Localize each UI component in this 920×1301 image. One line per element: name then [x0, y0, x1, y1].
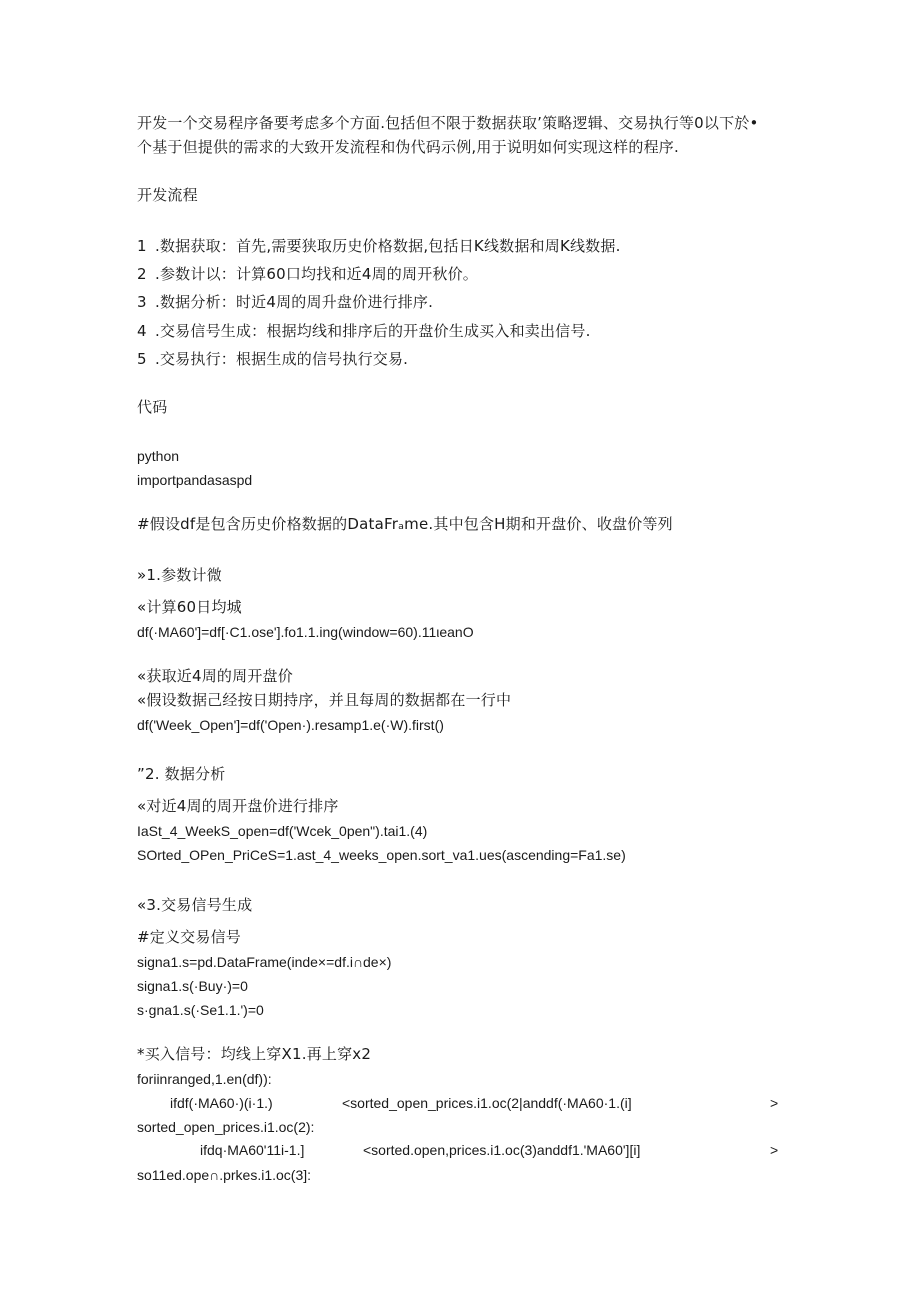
code-line: signa1.s(·Buy·)=0 — [137, 978, 248, 994]
step-5 — [137, 350, 408, 368]
code-line-part: > — [770, 1142, 779, 1158]
intro-line-1: 开发一个交易程序备要考虑多个方面.包括但不限于数据获取’策略逻辑、交易执行等0以下於• — [137, 114, 759, 132]
code-comment: «获取近4周的周开盘价 — [137, 667, 293, 685]
step-3 — [137, 293, 433, 311]
code-line-part: <sorted_open_prices.i1.oc(2|anddf(·MA60·1.(i] — [342, 1095, 632, 1111]
code-import: importpandasaspd — [137, 472, 253, 488]
code-lang: python — [137, 448, 180, 464]
code-line: s·gna1.s(·Se1.1.')=0 — [137, 1002, 264, 1018]
code-line-part: <sorted.open,prices.i1.oc(3)anddf1.'MA60'][i] — [363, 1142, 641, 1158]
step-text: .参数计以：计算60口均找和近4周的周开秋价。 — [155, 265, 479, 283]
step-text: .数据分析：时近4周的周升盘价进行排序. — [155, 293, 434, 311]
code-comment-assume: #假设df是包含历史价格数据的DataFrₐme.其中包含H期和开盘价、收盘价等列 — [137, 515, 673, 533]
code-comment: «对近4周的周开盘价进行排序 — [137, 797, 339, 815]
step-number: 3 — [137, 293, 147, 311]
code-comment: *买入信号：均线上穿X1.再上穿x2 — [137, 1045, 372, 1063]
step-1 — [137, 237, 621, 255]
heading-code: 代码 — [137, 398, 168, 416]
code-section-2: ”2. 数据分析 — [137, 765, 226, 783]
code-comment: #定义交易信号 — [137, 928, 241, 946]
step-number: 1 — [137, 237, 147, 255]
code-line-part: ifdq·MA60'11i-1.] — [200, 1142, 305, 1158]
code-line: foriinranged,1.en(df)): — [137, 1071, 272, 1087]
code-section-1: »1.参数计微 — [137, 566, 222, 584]
step-4 — [137, 322, 591, 340]
code-line: sorted_open_prices.i1.oc(2): — [137, 1119, 315, 1135]
step-number: 5 — [137, 350, 147, 368]
code-line-part: > — [770, 1095, 779, 1111]
code-comment: «假设数据己经按日期持序，并且每周的数据都在一行中 — [137, 691, 512, 709]
code-line: signa1.s=pd.DataFrame(inde×=df.i∩de×) — [137, 954, 392, 970]
code-section-3: «3.交易信号生成 — [137, 896, 253, 914]
code-line: SOrted_OPen_PriCeS=1.ast_4_weeks_open.sort_va1.ues(ascending=Fa1.se) — [137, 847, 626, 863]
step-number: 2 — [137, 265, 147, 283]
code-line: df(·MA60']=df[·C1.ose'].fo1.1.ing(window=60).11ιeanO — [137, 624, 474, 640]
step-2 — [137, 265, 478, 283]
code-line: so11ed.ope∩.prkes.i1.oc(3]: — [137, 1167, 312, 1183]
heading-dev-flow: 开发流程 — [137, 186, 198, 204]
code-line-part: ifdf(·MA60·)(i·1.) — [170, 1095, 273, 1111]
code-line: IaSt_4_WeekS_open=df('Wcek_0pen").tai1.(4) — [137, 823, 428, 839]
step-number: 4 — [137, 322, 147, 340]
step-text: .交易执行：根据生成的信号执行交易. — [155, 350, 409, 368]
code-comment: «计算60日均城 — [137, 598, 242, 616]
code-line: df('Week_Open']=df('Open·).resamp1.e(·W).first() — [137, 717, 444, 733]
intro-line-2: 个基于但提供的需求的大致开发流程和伪代码示例,用于说明如何实现这样的程序. — [137, 138, 679, 156]
step-text: .数据获取：首先,需要狭取历史价格数据,包括日K线数据和周K线数据. — [155, 237, 621, 255]
step-text: .交易信号生成：根据均线和排序后的开盘价生成买入和卖出信号. — [155, 322, 591, 340]
